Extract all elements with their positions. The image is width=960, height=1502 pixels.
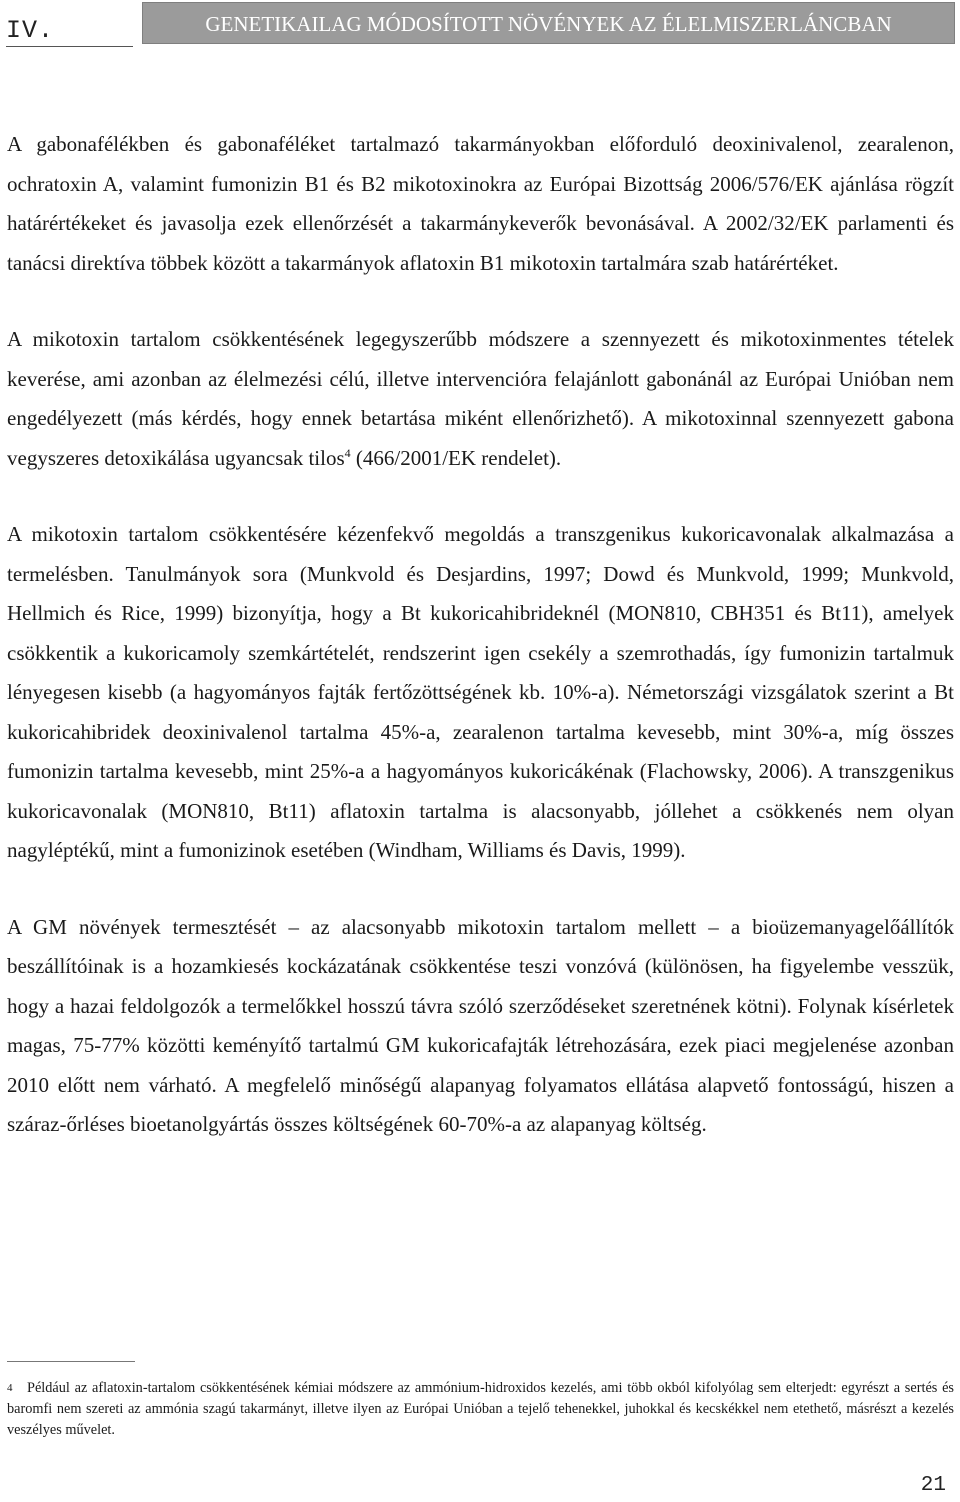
paragraph-2-tail: (466/2001/EK rendelet).	[350, 445, 562, 470]
chapter-title: GENETIKAILAG MÓDOSÍTOTT NÖVÉNYEK AZ ÉLELMISZERLÁNCBAN	[142, 2, 955, 44]
paragraph-2-text: A mikotoxin tartalom csökkentésének legegyszerűbb módszere a szennyezett és mikotoxinmentes tételek keverése, ami azonban az élelmezési célú, illetve intervencióra felajánlott gabonánál az Európai Unióban nem engedélyezett (más kérdés, hogy ennek betartása miként ellenőrizhető). A mikotoxinnal szennyezett gabona vegyszeres detoxikálása ugyancsak tilos	[7, 327, 954, 470]
footnote-mark: 4	[7, 1382, 13, 1394]
paragraph-1: A gabonafélékben és gabonaféléket tartalmazó takarmányokban előforduló deoxinivalenol, zearalenon, ochratoxin A, valamint fumonizin B1 és B2 mikotoxinokra az Európai Bizottság 2006/576/EK ajánlása rögzít határértékeket és javasolja ezek ellenőrzését a takarmánykeverők bevonásával. A 2002/32/EK parlamenti és tanácsi direktíva többek között a takarmányok aflatoxin B1 mikotoxin tartalmára szab határértéket.	[7, 132, 954, 275]
footnote-text: Például az aflatoxin-tartalom csökkentésének kémiai módszere az ammónium-hidroxidos kezelés, ami több okból kifolyólag sem elterjedt: egyrészt a sertés és baromfi nem szereti az ammónia szagú takarmányt, illetve ilyen az Európai Unióban a tejelő tehenekkel, juhokkal és kecskékkel nem etethető, másrészt a kezelés veszélyes művelet.	[7, 1380, 954, 1438]
footnote	[7, 1378, 954, 1441]
chapter-number: IV.	[6, 14, 133, 47]
paragraph-2	[7, 320, 954, 478]
body-text	[7, 125, 954, 1182]
footnote-divider	[7, 1361, 135, 1362]
paragraph-3: A mikotoxin tartalom csökkentésére kézenfekvő megoldás a transzgenikus kukoricavonalak alkalmazása a termelésben. Tanulmányok sora (Munkvold és Desjardins, 1997; Dowd és Munkvold, 1999; Munkvold, Hellmich és Rice, 1999) bizonyítja, hogy a Bt kukoricahibrideknél (MON810, CBH351 és Bt11), amelyek csökkentik a kukoricamoly szemkártételét, rendszerint igen csekély a szemrothadás, így fumonizin tartalmuk lényegesen kisebb (a hagyományos fajták fertőzöttségének kb. 10%-a). Németországi vizsgálatok szerint a Bt kukoricahibridek deoxinivalenol tartalma 45%-a, zearalenon tartalma kevesebb, mint 30%-a, míg összes fumonizin tartalma kevesebb, mint 25%-a a hagyományos kukoricákénak (Flachowsky, 2006). A transzgenikus kukoricavonalak (MON810, Bt11) aflatoxin tartalma is alacsonyabb, jóllehet a csökkenés nem olyan nagyléptékű, mint a fumonizinok esetében (Windham, Williams és Davis, 1999).	[7, 522, 954, 862]
paragraph-4: A GM növények termesztését – az alacsonyabb mikotoxin tartalom mellett – a bioüzemanyagelőállítók beszállítóinak is a hozamkiesés kockázatának csökkentése teszi vonzóvá (különösen, ha figyelembe vesszük, hogy a hazai feldolgozók a termelőkkel hosszú távra szóló szerződéseket szeretnének kötni). Folynak kísérletek magas, 75-77% közötti keményítő tartalmú GM kukoricafajták létrehozására, ezek piaci megjelenése azonban 2010 előtt nem várható. A megfelelő minőségű alapanyag folyamatos ellátása alapvető fontosságú, hiszen a száraz-őrléses bioetanolgyártás összes költségének 60-70%-a az alapanyag költség.	[7, 914, 954, 1136]
page-number: 21	[920, 1474, 946, 1497]
footnote-reference[interactable]: 4	[344, 445, 351, 460]
